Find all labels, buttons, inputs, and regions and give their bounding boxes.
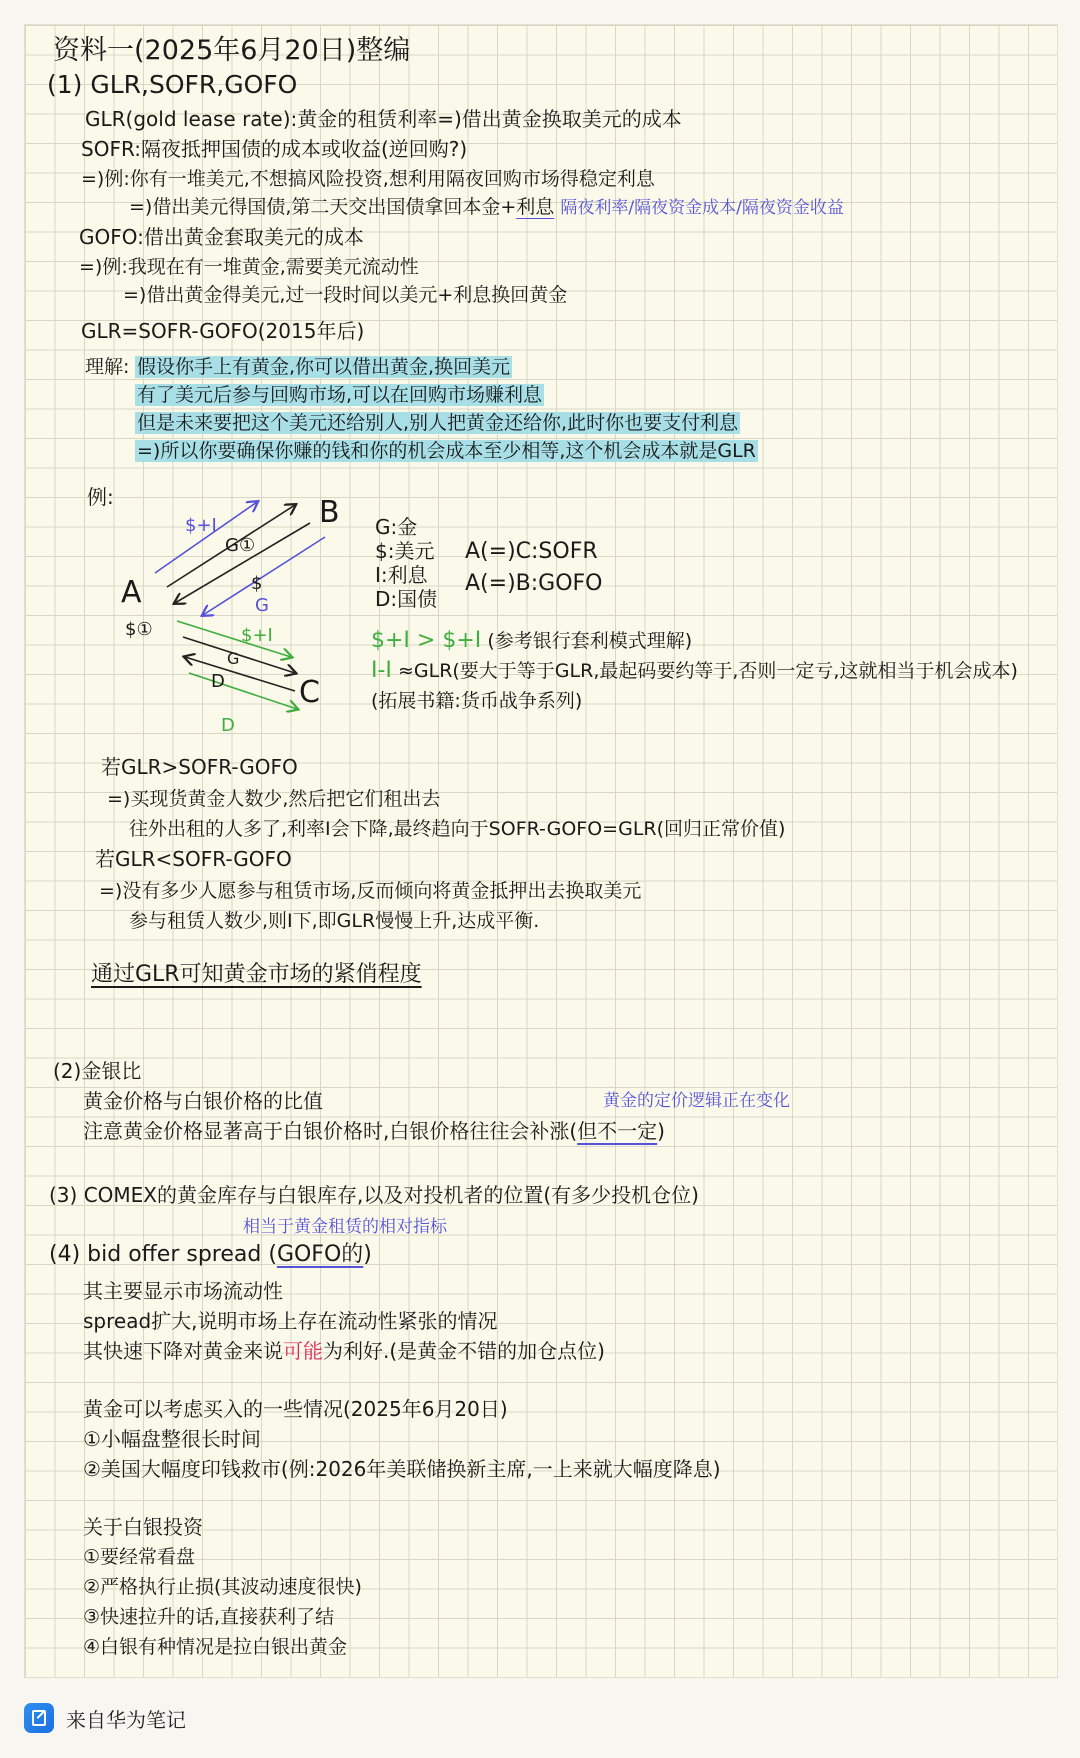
sofr-example-1: =)例:你有一堆美元,不想搞风险投资,想利用隔夜回购市场得稳定利息 — [81, 168, 655, 190]
note-title: 资料一(2025年6月20日)整编 — [53, 35, 411, 66]
compare-line-3: (拓展书籍:货币战争系列) — [371, 690, 583, 712]
gofo-definition: GOFO:借出黄金套取美元的成本 — [79, 225, 364, 249]
section-4-maybe: 可能 — [283, 1339, 323, 1363]
arrow-c-to-a-bond-return — [189, 673, 297, 709]
gofo-example-2: =)借出黄金得美元,过一段时间以美元+利息换回黄金 — [123, 284, 568, 306]
if-glr-less-1: =)没有多少人愿参与租赁市场,反而倾向将黄金抵押出去换取美元 — [99, 880, 642, 902]
if-glr-greater: 若GLR>SOFR-GOFO — [101, 755, 298, 779]
silver-heading: 关于白银投资 — [83, 1515, 203, 1539]
section-4-line-2: spread扩大,说明市场上存在流动性紧张的情况 — [83, 1309, 498, 1333]
understand-line-1: 假设你手上有黄金,你可以借出黄金,换回美元 — [137, 356, 511, 378]
section-4-note: 相当于黄金租赁的相对指标 — [243, 1217, 447, 1237]
understand-line-2-wrap — [135, 383, 544, 407]
section-4-line-1: 其主要显示市场流动性 — [83, 1279, 283, 1303]
sofr-interest-note: 隔夜利率/隔夜资金成本/隔夜资金收益 — [560, 198, 844, 218]
interest-underlined: 利息 — [516, 196, 555, 218]
section-2-heading: (2)金银比 — [53, 1059, 142, 1083]
buy-heading: 黄金可以考虑买入的一些情况(2025年6月20日) — [83, 1397, 508, 1421]
arrow-c-to-a-bond — [185, 657, 295, 691]
understand-line-2: 有了美元后参与回购市场,可以在回购市场赚利息 — [137, 384, 543, 406]
silver-item-1: ①要经常看盘 — [83, 1546, 196, 1568]
node-b: B — [319, 495, 340, 530]
section-3-line: (3) COMEX的黄金库存与白银库存,以及对投机者的位置(有多少投机仓位) — [49, 1183, 699, 1207]
sofr-definition: SOFR:隔夜抵押国债的成本或收益(逆回购?) — [81, 137, 468, 161]
footer-source-text: 来自华为笔记 — [66, 1707, 186, 1732]
label-g-small: G — [227, 649, 240, 668]
section-2-line-2-text: 注意黄金价格显著高于白银价格时,白银价格往往会补涨( — [83, 1119, 578, 1143]
label-g-return: G — [255, 595, 269, 616]
understand-line-4-wrap — [135, 439, 758, 463]
section-4-heading-end: ) — [363, 1242, 372, 1267]
section-2-line-2 — [83, 1119, 665, 1143]
section-4-gofo-underlined: GOFO的 — [276, 1242, 364, 1267]
if-glr-less-2: 参与租赁人数少,则I下,即GLR慢慢上升,达成平衡. — [129, 910, 540, 932]
label-d-black: D — [211, 671, 225, 692]
compare-1-note: (参考银行套利模式理解) — [487, 630, 693, 652]
silver-item-3: ③快速拉升的话,直接获利了结 — [83, 1606, 335, 1628]
label-dollar-interest-green: $+I — [241, 625, 273, 646]
label-gold-circle: G① — [225, 535, 256, 556]
silver-item-4: ④白银有种情况是拉白银出黄金 — [83, 1636, 348, 1658]
understand-line-3: 但是未来要把这个美元还给别人,别人把黄金还给你,此时你也要支付利息 — [137, 412, 739, 434]
compare-2-formula: I-I — [371, 658, 392, 683]
node-c: C — [299, 675, 320, 710]
example-label: 例: — [87, 485, 114, 509]
compare-2-note: ≈GLR(要大于等于GLR,最起码要约等于,否则一定亏,这就相当于机会成本) — [397, 660, 1018, 682]
note-page — [24, 24, 1058, 1678]
silver-item-2: ②严格执行止损(其波动速度很快) — [83, 1576, 362, 1598]
if-glr-greater-2: 往外出租的人多了,利率I会下降,最终趋向于SOFR-GOFO=GLR(回归正常价值) — [129, 818, 786, 840]
section-1-heading: (1) GLR,SOFR,GOFO — [47, 70, 298, 99]
if-glr-greater-1: =)买现货黄金人数少,然后把它们租出去 — [107, 788, 441, 810]
buy-item-2: ②美国大幅度印钱救市(例:2026年美联储换新主席,一上来就大幅度降息) — [83, 1457, 721, 1481]
sofr-example-2-text: =)借出美元得国债,第二天交出国债拿回本金+ — [129, 196, 517, 218]
compare-line-2 — [371, 659, 1018, 683]
relation-a-b: A(=)B:GOFO — [465, 571, 603, 596]
glr-formula: GLR=SOFR-GOFO(2015年后) — [81, 319, 365, 343]
glr-definition: GLR(gold lease rate):黄金的租赁利率=)借出黄金换取美元的成本 — [85, 107, 682, 131]
if-glr-less: 若GLR<SOFR-GOFO — [95, 847, 292, 871]
glr-conclusion: 通过GLR可知黄金市场的紧俏程度 — [91, 962, 422, 987]
section-2-note: 黄金的定价逻辑正在变化 — [603, 1091, 790, 1111]
section-4-line-3-pre: 其快速下降对黄金来说 — [83, 1339, 283, 1363]
understand-line-1-wrap — [135, 355, 512, 379]
legend-gold: G:金 — [375, 515, 418, 539]
section-2-not-certain: 但不一定 — [577, 1119, 658, 1143]
gofo-example-1: =)例:我现在有一堆黄金,需要美元流动性 — [79, 256, 419, 278]
section-4-line-3-post: 为利好.(是黄金不错的加仓点位) — [323, 1339, 605, 1363]
node-dollar-circle: $① — [125, 619, 153, 640]
sofr-example-2 — [129, 195, 844, 220]
legend-dollar: $:美元 — [375, 539, 435, 563]
app-footer — [24, 1690, 524, 1746]
buy-item-1: ①小幅盘整很长时间 — [83, 1427, 261, 1451]
understand-line-3-wrap — [135, 411, 740, 435]
label-dollar-mid: $ — [251, 573, 263, 594]
compare-1-formula: $+I > $+I — [371, 628, 482, 653]
section-2-line-2-end: ) — [657, 1119, 665, 1143]
legend-interest: I:利息 — [375, 563, 428, 587]
compare-line-1 — [371, 629, 692, 653]
section-4-heading — [49, 1243, 372, 1267]
label-dollar-interest-top: $+I — [185, 515, 217, 536]
node-a: A — [121, 575, 142, 610]
diagram-legend — [375, 515, 437, 611]
section-4-heading-text: (4) bid offer spread ( — [49, 1242, 277, 1267]
relation-a-c: A(=)C:SOFR — [465, 539, 598, 564]
legend-bond: D:国债 — [375, 587, 438, 611]
notes-app-icon — [24, 1703, 54, 1733]
understand-line-4: =)所以你要确保你赚的钱和你的机会成本至少相等,这个机会成本就是GLR — [137, 440, 756, 462]
section-2-line-1: 黄金价格与白银价格的比值 — [83, 1089, 323, 1113]
label-d-green: D — [221, 715, 235, 736]
understand-label: 理解: — [85, 356, 130, 378]
section-4-line-3 — [83, 1339, 605, 1363]
